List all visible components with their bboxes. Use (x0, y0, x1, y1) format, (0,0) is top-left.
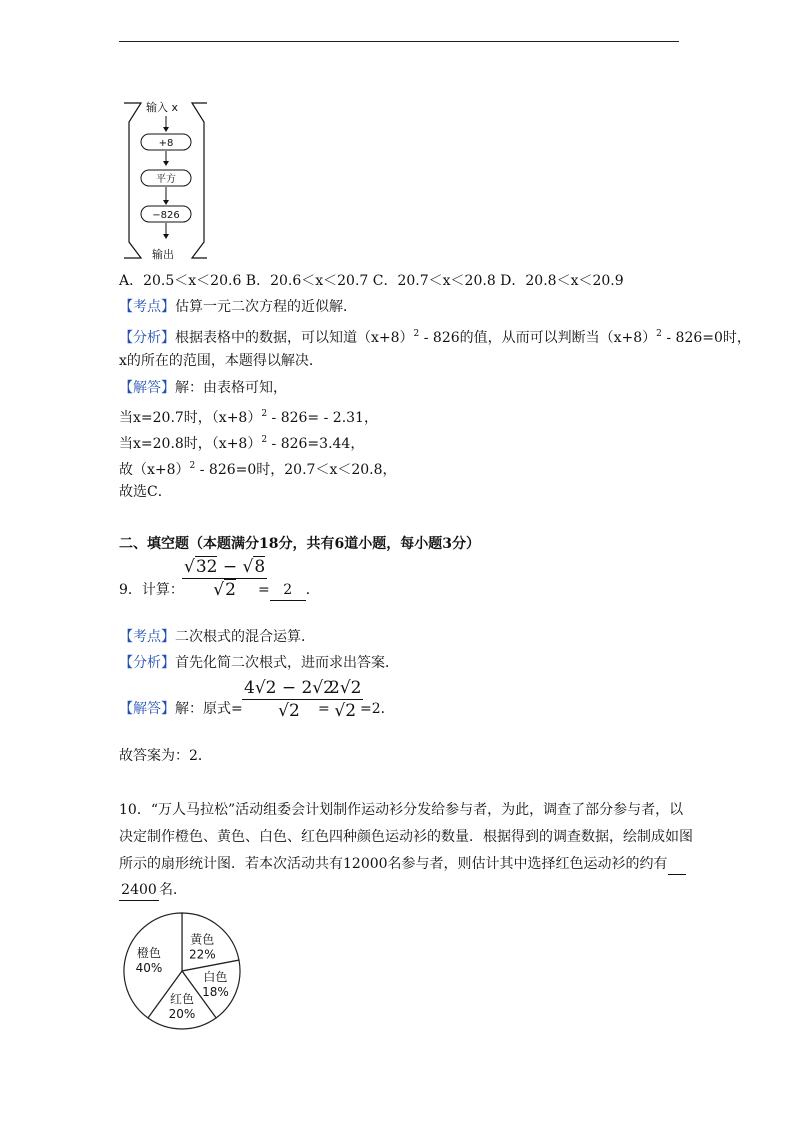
q8-step-2: 当x=20.8时，$(x+8)^2 - 826=3.44$， (119, 435, 365, 452)
pie-chart (118, 910, 246, 1032)
pie-label-name: 黄色 (190, 932, 215, 947)
q8-jieda: 【解答】解：由表格可知， (119, 380, 287, 396)
q9-jieda: 【解答】解：原式= (119, 701, 243, 717)
svg-text:+8: +8 (158, 138, 174, 149)
pie-label-value: 40% (135, 961, 163, 976)
q10-line-3: 所示的扇形统计图．若本次活动共有12000名参与者，则估计其中选择红色运动衫的约有 (119, 854, 686, 875)
q9-fenxi: 【分析】首先化简二次根式，进而求出答案． (119, 655, 399, 671)
pie-label-name: 白色 (203, 970, 228, 985)
q9-fraction: $\frac{√32 - √8}{√2}$ (184, 557, 266, 600)
q10-line-4: 2400 名． (119, 880, 187, 901)
q9-solution-fraction-2: $\frac{2√2}{√2}$ (329, 678, 362, 721)
q8-step-1: 当x=20.7时，$(x+8)^2 - 826= - 2.31$， (119, 409, 378, 426)
q9-result: =2． (360, 701, 395, 717)
flowchart (119, 98, 214, 263)
q9-prefix: 9．计算： (119, 582, 184, 598)
pie-label-name: 橙色 (136, 946, 161, 961)
q9-kaodian: 【考点】二次根式的混合运算． (119, 629, 315, 645)
svg-text:−826: −826 (152, 210, 180, 221)
q8-step-3: 故$(x+8)^2 - 826=0$时，20.7＜x＜20.8， (119, 461, 397, 478)
q10-line-2: 决定制作橙色、黄色、白色、红色四种颜色运动衫的数量．根据得到的调查数据，绘制成如图 (119, 829, 693, 845)
pie-label-value: 22% (188, 947, 216, 962)
svg-text:平方: 平方 (156, 174, 176, 185)
q9-solution-fraction-1: $\frac{4√2 - 2√2}{√2}$ (244, 678, 334, 721)
q9-equals: = (318, 701, 330, 717)
flowchart-output: 输出 (152, 248, 174, 261)
pie-label-value: 20% (168, 1006, 196, 1021)
q8-options: A．20.5＜x＜20.6 B．20.6＜x＜20.7 C．20.7＜x＜20.8 D．20.8＜x＜20.9 (119, 273, 624, 289)
pie-label-value: 18% (202, 985, 229, 1000)
q8-fenxi: 【分析】根据表格中的数据，可以知道$(x+8)^2 - 826$的值，从而可以判断当$(x+8)^2 - 826=0$时， (119, 329, 751, 346)
flowchart-input: 输入 x (146, 101, 179, 114)
pie-label-name: 红色 (169, 991, 195, 1006)
q10-line-1: 10．“万人马拉松”活动组委会计划制作运动衫分发给参与者，为此，调查了部分参与者，以 (119, 802, 684, 818)
q9-final: 故答案为：2． (119, 748, 212, 764)
q8-final: 故选C． (119, 484, 172, 500)
header-rule (119, 41, 679, 42)
section-heading: 二、填空题（本题满分18分，共有6道小题，每小题3分） (119, 536, 480, 552)
q9-answer: = 2 ． (258, 580, 320, 601)
q8-fenxi-line2: x的所在的范围，本题得以解决． (119, 353, 323, 369)
q8-kaodian: 【考点】估算一元二次方程的近似解． (119, 299, 357, 315)
